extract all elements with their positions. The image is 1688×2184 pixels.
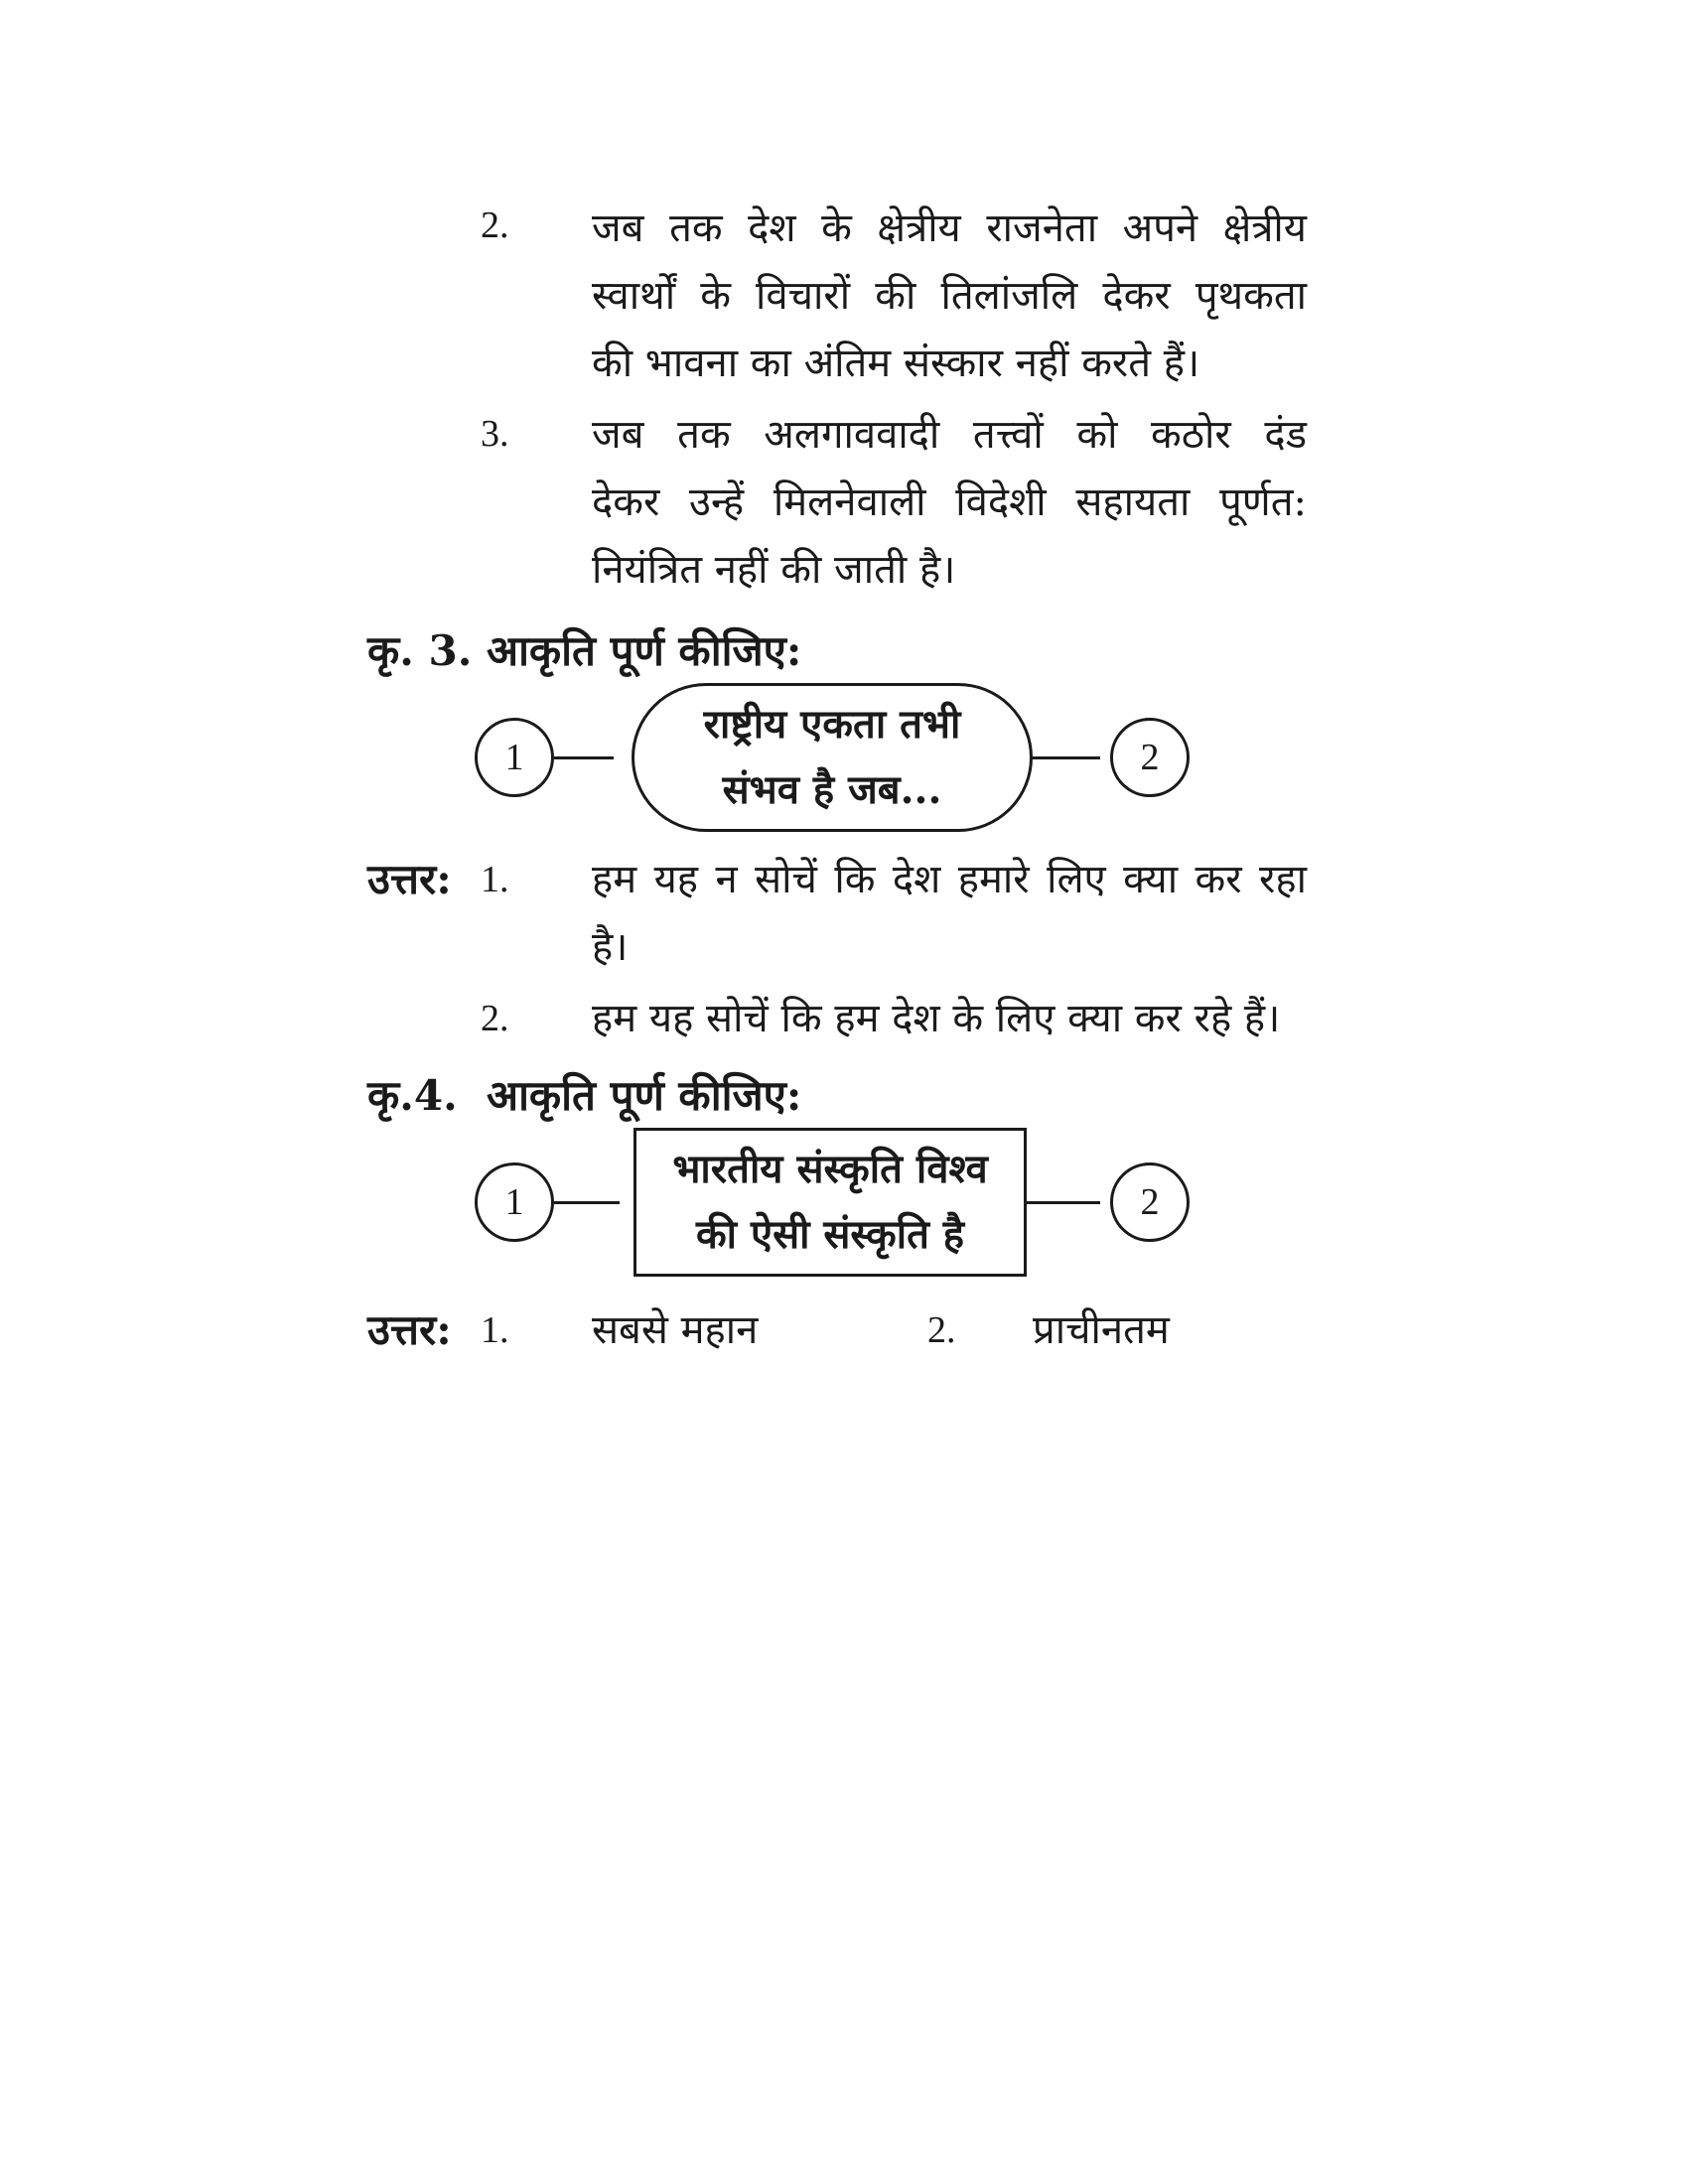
- center-concept-line: संभव है जब...: [722, 766, 942, 813]
- node-circle-1: 1: [475, 718, 554, 797]
- point-text-line: जब तक देश के क्षेत्रीय राजनेता अपने क्षेत्रीय: [592, 205, 1307, 251]
- connector-line: [1027, 1201, 1100, 1204]
- answer-label: उत्तर:: [367, 1305, 452, 1354]
- center-concept-line: की ऐसी संस्कृति है: [695, 1211, 965, 1258]
- answer-number: 2.: [927, 1309, 956, 1351]
- point-number: 2.: [481, 205, 509, 246]
- node-circle-1: 1: [475, 1162, 554, 1242]
- answer-number: 1.: [481, 1309, 509, 1351]
- answer-text-line: हम यह सोचें कि हम देश के लिए क्या कर रहे हैं।: [592, 996, 1281, 1041]
- point-text-line: नियंत्रित नहीं की जाती है।: [592, 547, 956, 593]
- point-text-line: स्वार्थों के विचारों की तिलांजलि देकर पृथकता: [592, 273, 1307, 319]
- center-concept-line: भारतीय संस्कृति विश्व: [672, 1146, 988, 1192]
- answer-text: सबसे महान: [592, 1307, 759, 1353]
- completion-diagram-q3: [475, 683, 1199, 832]
- question-heading: कृ. 3. आकृति पूर्ण कीजिए:: [367, 626, 802, 675]
- node-circle-2: 2: [1110, 1162, 1190, 1242]
- node-circle-2: 2: [1110, 718, 1190, 797]
- question-heading: कृ.4. आकृति पूर्ण कीजिए:: [367, 1071, 802, 1120]
- answer-text-line: है।: [592, 924, 629, 970]
- center-concept-line: राष्ट्रीय एकता तभी: [703, 701, 961, 748]
- center-concept-box: [632, 683, 1033, 832]
- completion-diagram-q4: [475, 1128, 1199, 1277]
- answer-number: 2.: [481, 998, 509, 1039]
- center-concept-box: [633, 1128, 1027, 1277]
- connector-line: [554, 756, 614, 759]
- answer-text: प्राचीनतम: [1033, 1307, 1170, 1353]
- connector-line: [1031, 756, 1100, 759]
- answer-text-line: हम यह न सोचें कि देश हमारे लिए क्या कर रहा: [592, 857, 1307, 902]
- answer-label: उत्तर:: [367, 855, 452, 903]
- point-text-line: जब तक अलगाववादी तत्त्वों को कठोर दंड: [592, 412, 1307, 458]
- point-text-line: की भावना का अंतिम संस्कार नहीं करते हैं।: [592, 341, 1200, 386]
- point-text-line: देकर उन्हें मिलनेवाली विदेशी सहायता पूर्णत:: [592, 479, 1307, 525]
- point-number: 3.: [481, 413, 509, 455]
- connector-line: [554, 1201, 620, 1204]
- answer-number: 1.: [481, 859, 509, 900]
